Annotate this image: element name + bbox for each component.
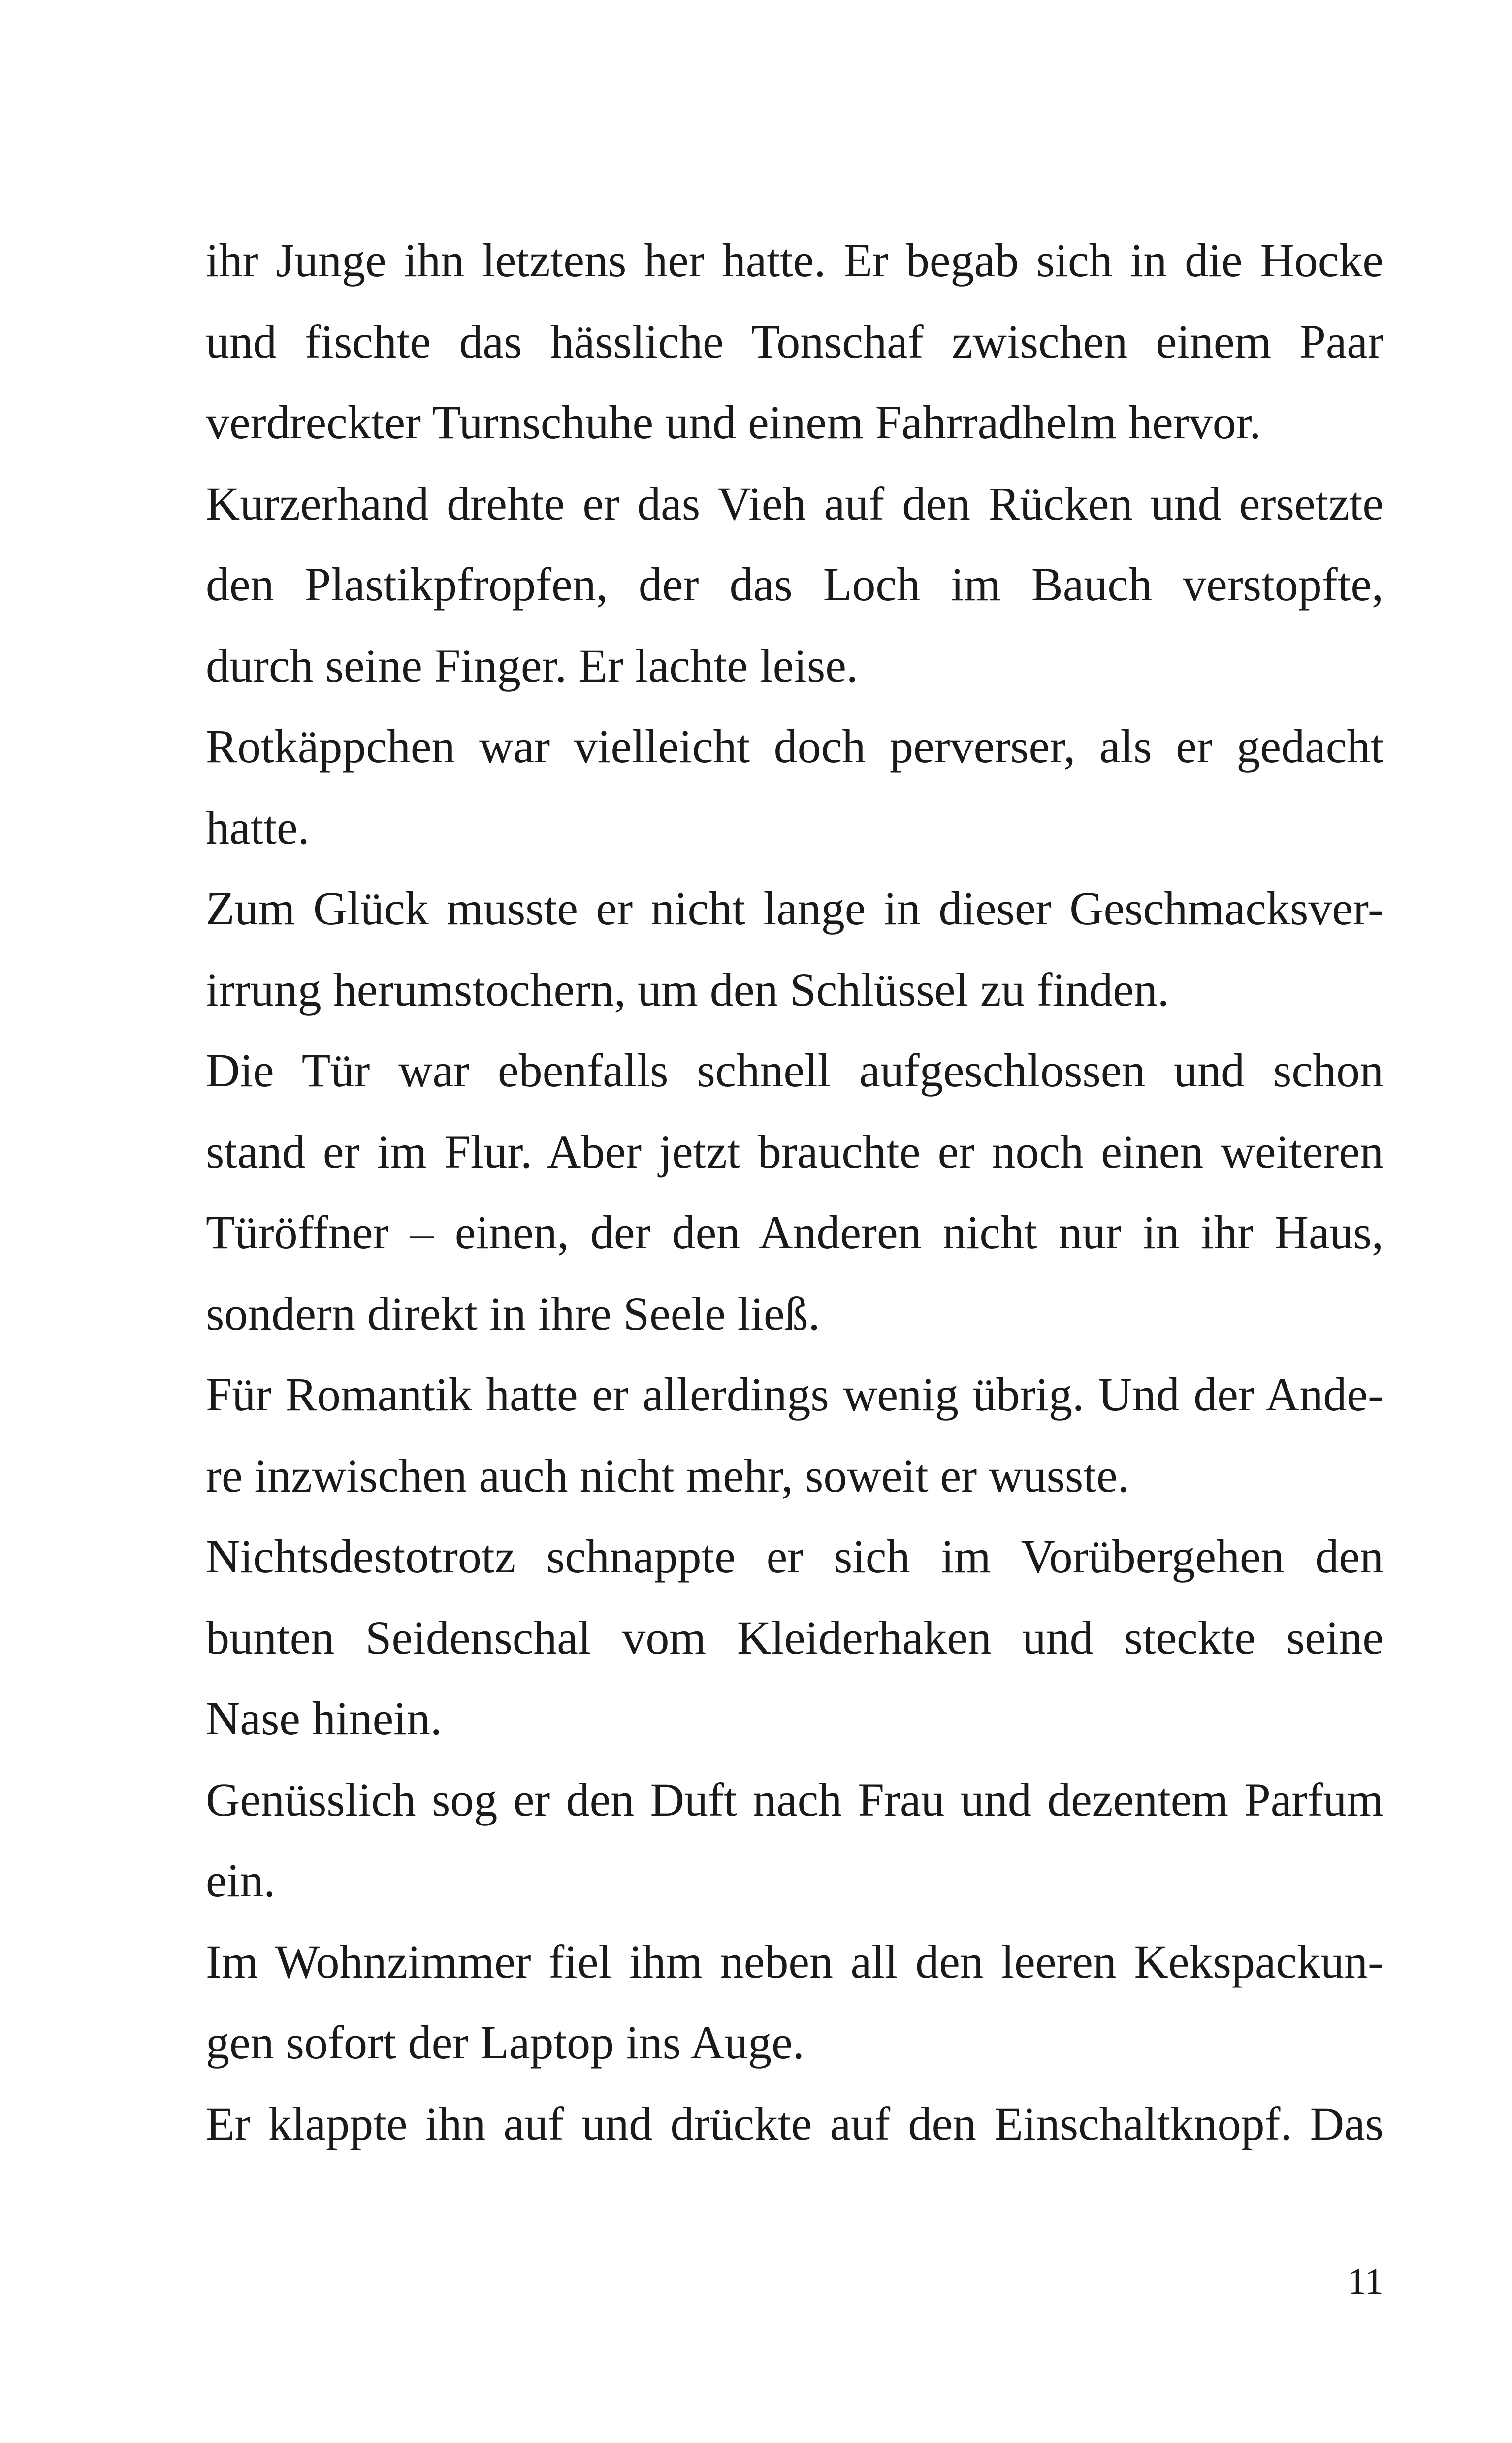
text-line: durch seine Finger. Er lachte leise. bbox=[206, 639, 858, 692]
text-line: Genüsslich sog er den Duft nach Frau und dezentem Parfum bbox=[206, 1773, 1383, 1826]
text-line: Nichtsdestotrotz schnappte er sich im Vorübergehen den bbox=[206, 1530, 1383, 1583]
text-line: ihr Junge ihn letztens her hatte. Er begab sich in die Hocke bbox=[206, 234, 1383, 287]
text-line: gen sofort der Laptop ins Auge. bbox=[206, 2016, 804, 2069]
text-line: sondern direkt in ihre Seele ließ. bbox=[206, 1287, 820, 1340]
body-text bbox=[206, 220, 1383, 2164]
text-line: den Plastikpfropfen, der das Loch im Bauch verstopfte, bbox=[206, 558, 1383, 611]
page-number: 11 bbox=[1347, 2261, 1383, 2302]
text-line: Kurzerhand drehte er das Vieh auf den Rücken und ersetzte bbox=[206, 477, 1383, 530]
text-line: Nase hinein. bbox=[206, 1692, 442, 1745]
text-line: Im Wohnzimmer fiel ihm neben all den leeren Kekspackun- bbox=[206, 1935, 1383, 1988]
text-line: stand er im Flur. Aber jetzt brauchte er noch einen weiteren bbox=[206, 1125, 1383, 1178]
text-line: hatte. bbox=[206, 801, 310, 854]
text-line: Er klappte ihn auf und drückte auf den Einschaltknopf. Das bbox=[206, 2097, 1383, 2150]
text-line: bunten Seidenschal vom Kleiderhaken und steckte seine bbox=[206, 1611, 1383, 1664]
text-line: Für Romantik hatte er allerdings wenig übrig. Und der Ande- bbox=[206, 1368, 1383, 1421]
text-line: Die Tür war ebenfalls schnell aufgeschlossen und schon bbox=[206, 1044, 1383, 1097]
text-line: Rotkäppchen war vielleicht doch perverser, als er gedacht bbox=[206, 720, 1383, 773]
text-line: re inzwischen auch nicht mehr, soweit er wusste. bbox=[206, 1449, 1129, 1502]
text-line: irrung herumstochern, um den Schlüssel zu finden. bbox=[206, 963, 1169, 1016]
text-line: verdreckter Turnschuhe und einem Fahrradhelm hervor. bbox=[206, 396, 1261, 449]
text-line: ein. bbox=[206, 1854, 276, 1907]
text-line: Zum Glück musste er nicht lange in dieser Geschmacksver- bbox=[206, 882, 1383, 935]
text-line: und fischte das hässliche Tonschaf zwischen einem Paar bbox=[206, 315, 1383, 368]
text-line: Türöffner – einen, der den Anderen nicht nur in ihr Haus, bbox=[206, 1206, 1383, 1259]
